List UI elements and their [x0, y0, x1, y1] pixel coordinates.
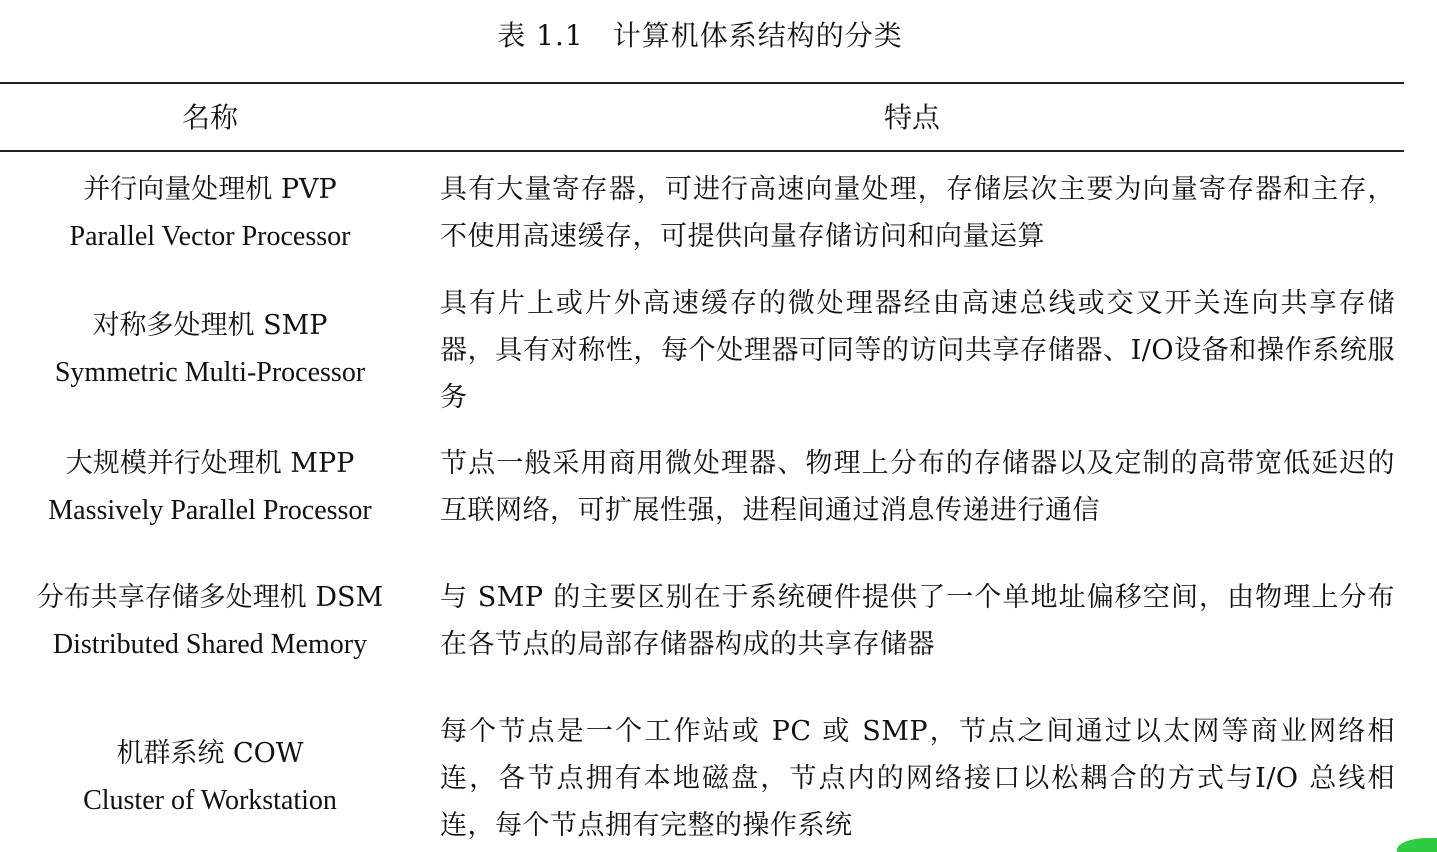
corner-accent-shape: [1397, 838, 1437, 852]
header-rule: [0, 150, 1404, 152]
table-row-2-features: 具有片上或片外高速缓存的微处理器经由高速总线或交叉开关连向共享存储器，具有对称性，每个处理器可同等的访问共享存储器、I/O设备和操作系统服务: [440, 288, 1395, 413]
table-row-5-features: 每个节点是一个工作站或 PC 或 SMP，节点之间通过以太网等商业网络相连，各节点拥有本地磁盘，节点内的网络接口以松耦合的方式与I/O 总线相连，每个节点拥有完整的操作系统: [440, 716, 1395, 841]
table-row-3-name: [0, 440, 420, 534]
table-row-4-features: 与 SMP 的主要区别在于系统硬件提供了一个单地址偏移空间，由物理上分布在各节点的局部存储器构成的共享存储器: [440, 582, 1395, 660]
table-row-2-name: [0, 302, 420, 396]
table-row-1-features: 具有大量寄存器，可进行高速向量处理，存储层次主要为向量寄存器和主存，不使用高速缓存，可提供向量存储访问和向量运算: [440, 174, 1395, 252]
row-name-cn: 分布共享存储多处理机 DSM: [36, 582, 384, 613]
table-row-4-name: [0, 574, 420, 668]
row-name-cn: 机群系统 COW: [116, 738, 304, 769]
row-name-cn: 并行向量处理机 PVP: [83, 174, 337, 205]
table-row-3-features: 节点一般采用商用微处理器、物理上分布的存储器以及定制的高带宽低延迟的互联网络，可扩展性强，进程间通过消息传递进行通信: [440, 448, 1395, 526]
row-name-cn: 大规模并行处理机 MPP: [65, 448, 355, 479]
table-row-5-name: [0, 730, 420, 824]
row-name-en: Distributed Shared Memory: [52, 629, 368, 660]
row-name-en: Symmetric Multi-Processor: [54, 357, 366, 388]
header-name: 名称: [181, 101, 238, 134]
row-name-cn: 对称多处理机 SMP: [92, 310, 328, 341]
table-caption: 表 1.1 计算机体系结构的分类: [497, 19, 903, 52]
row-name-en: Cluster of Workstation: [83, 785, 337, 816]
row-name-en: Massively Parallel Processor: [48, 495, 372, 526]
header-features: 特点: [883, 101, 940, 134]
top-rule: [0, 82, 1404, 84]
row-name-en: Parallel Vector Processor: [69, 221, 351, 252]
table-row-1-name: [0, 166, 420, 260]
